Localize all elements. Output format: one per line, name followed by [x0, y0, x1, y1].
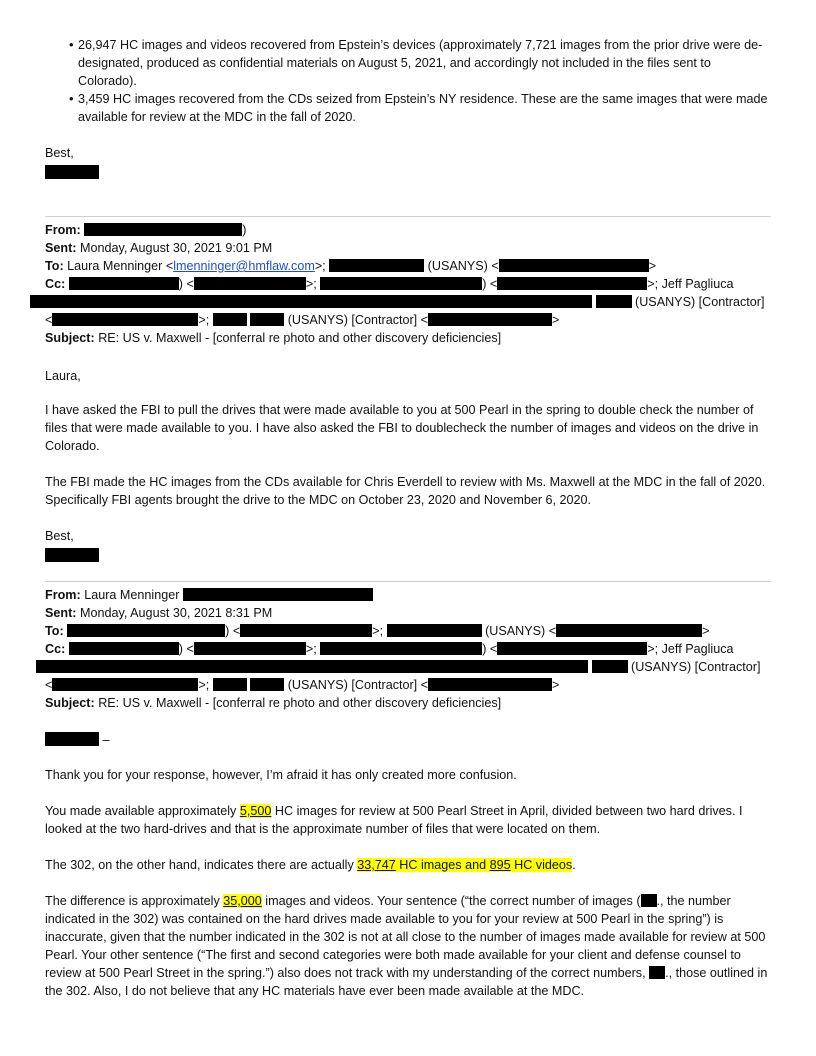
- text: The difference is approximately: [45, 894, 224, 908]
- email2-paragraph: [45, 802, 773, 838]
- text: images and videos. Your sentence (“the correct number of images (: [261, 894, 641, 908]
- email1-paragraph: The FBI made the HC images from the CDs available for Chris Everdell to review with Ms. Maxwell at the MDC in the fall of 2020. Specifically FBI agents brought the drive to the MDC on October 23, 2020 and November 6, 2020.: [45, 475, 766, 507]
- subject-value: RE: US v. Maxwell - [conferral re photo and other discovery deficiencies]: [98, 696, 502, 710]
- text: HC images and: [395, 858, 490, 872]
- highlighted-number: 35,000: [223, 894, 262, 908]
- to-label: To:: [45, 624, 64, 638]
- redacted-cc: [250, 313, 284, 326]
- redacted-recipient: [67, 624, 225, 637]
- cc-part: >; Jeff Pagliuca: [647, 642, 734, 656]
- redacted-cc: [194, 277, 306, 290]
- cc-part: >: [552, 313, 560, 327]
- redacted-email: [240, 624, 372, 637]
- email2-cc-line2: [36, 658, 760, 676]
- to-part: >;: [372, 624, 384, 638]
- subject-value: RE: US v. Maxwell - [conferral re photo and other discovery deficiencies]: [98, 331, 502, 345]
- email1-cc-line3: [45, 311, 559, 329]
- redacted-cc: [30, 295, 592, 308]
- cc-part: <: [45, 678, 53, 692]
- cc-contractor: (USANYS) [Contractor]: [631, 660, 761, 674]
- redacted-cc: [52, 313, 198, 326]
- email2-cc-line3: [45, 676, 559, 694]
- redacted-cc: [213, 313, 247, 326]
- highlighted-phrase: [357, 858, 572, 872]
- email2-to-line: [45, 622, 709, 640]
- email2-paragraph: Thank you for your response, however, I’m afraid it has only created more confusion.: [45, 768, 517, 782]
- redacted-cc: [69, 277, 179, 290]
- cc-part: ) <: [178, 277, 194, 291]
- redacted-word: [649, 966, 665, 979]
- cc-part: (USANYS) [Contractor] <: [287, 678, 429, 692]
- subject-label: Subject:: [45, 696, 95, 710]
- email1-cc-line2: [30, 293, 764, 311]
- bullet-item: • 3,459 HC images recovered from the CDs seized from Epstein’s NY residence. These are the same images that were made available for review at the MDC in the fall of 2020.: [45, 90, 773, 126]
- redacted-cc: [428, 313, 552, 326]
- cc-part: >: [552, 678, 560, 692]
- redacted-cc: [36, 660, 588, 673]
- redacted-sender: [84, 223, 242, 236]
- email2-from-line: [45, 586, 373, 604]
- bullet-list-block: [45, 36, 773, 126]
- to-end: >: [648, 259, 657, 273]
- bullet-item: • 26,947 HC images and videos recovered from Epstein’s devices (approximately 7,721 images from the prior drive were de-designated, produced as confidential materials on August 5, 2021, and accordingly not included in the files sent to Colorado).: [45, 36, 773, 90]
- redacted-word: [641, 894, 657, 907]
- email1-paragraph: I have asked the FBI to pull the drives that were made available to you at 500 Pearl in the spring to double check the number of files that were made available to you. I have also asked the FBI to doublecheck the number of images and videos on the drive in Colorado.: [45, 403, 759, 453]
- to-email-link[interactable]: lmenninger@hmflaw.com: [173, 259, 315, 273]
- email1-to-line: [45, 257, 656, 275]
- cc-contractor: (USANYS) [Contractor]: [635, 295, 765, 309]
- sent-value: Monday, August 30, 2021 8:31 PM: [79, 606, 273, 620]
- cc-part: >;: [198, 313, 210, 327]
- highlighted-number: 33,747: [357, 858, 396, 872]
- text: The 302, on the other hand, indicates there are actually: [45, 858, 358, 872]
- to-label: To:: [45, 259, 64, 273]
- cc-part: >;: [305, 277, 317, 291]
- text: ., those outlined in the 302. Also, I do not believe that any HC materials have ever been made available at the MDC.: [45, 966, 768, 998]
- email2-paragraph: [45, 856, 773, 874]
- text: HC videos: [510, 858, 573, 872]
- from-label: From:: [45, 223, 81, 237]
- redacted-recipient: [387, 624, 482, 637]
- subject-label: Subject:: [45, 331, 95, 345]
- email2-salutation: [45, 731, 110, 749]
- redacted-recipient: [329, 259, 424, 272]
- redacted-cc: [592, 660, 628, 673]
- cc-part: (USANYS) [Contractor] <: [287, 313, 429, 327]
- email-divider: [45, 581, 771, 582]
- text: ., the number indicated in the 302) was contained on the hard drives made available to you for your review at 500 Pearl in the spring”) is inaccurate, given that the number indicated in the 302 is not at all close to the number of images made available for review at 500 Pearl. Your other sentence (“The first and second categories were both made available for your client and defense counsel to review at 500 Pearl Street in the spring.”) also does not track with my understanding of the correct numbers,: [45, 894, 766, 980]
- from-suffix: ): [242, 223, 247, 237]
- redacted-signature: [45, 165, 99, 179]
- cc-part: >;: [198, 678, 210, 692]
- text: HC images for review at 500 Pearl Street in April, divided between two hard drives. I looked at the two hard-drives and that is the approximate number of files that were located on them.: [45, 804, 743, 836]
- to-org: (USANYS) <: [427, 259, 499, 273]
- redacted-cc: [52, 678, 198, 691]
- redacted-signature: [45, 548, 99, 562]
- text: .: [572, 858, 576, 872]
- cc-label: Cc:: [45, 642, 66, 656]
- redacted-cc: [69, 642, 179, 655]
- redacted-cc: [194, 642, 306, 655]
- email1-from-line: [45, 221, 246, 239]
- highlighted-number: 5,500: [239, 804, 272, 818]
- redacted-email: [556, 624, 702, 637]
- sent-label: Sent:: [45, 241, 77, 255]
- email1-sent-line: [45, 239, 272, 257]
- from-value: Laura Menninger: [84, 588, 180, 602]
- from-label: From:: [45, 588, 81, 602]
- to-name: Laura Menninger <: [67, 259, 174, 273]
- cc-part: ) <: [178, 642, 194, 656]
- sent-value: Monday, August 30, 2021 9:01 PM: [79, 241, 273, 255]
- bullet-list: [45, 36, 773, 126]
- to-part: (USANYS) <: [485, 624, 557, 638]
- email2-cc-line: [45, 640, 734, 658]
- sign-off: Best,: [45, 146, 74, 160]
- to-separator: >;: [314, 259, 326, 273]
- email1-subject-line: [45, 329, 501, 347]
- cc-part: >; Jeff Pagliuca: [647, 277, 734, 291]
- email1-sign-off: Best,: [45, 529, 74, 543]
- redacted-cc: [596, 295, 632, 308]
- cc-part: ) <: [482, 277, 498, 291]
- redacted-cc: [250, 678, 284, 691]
- cc-label: Cc:: [45, 277, 66, 291]
- to-part: >: [702, 624, 710, 638]
- cc-part: ) <: [482, 642, 498, 656]
- text: You made available approximately: [45, 804, 240, 818]
- highlighted-number: 895: [489, 858, 511, 872]
- redacted-cc: [497, 642, 647, 655]
- redacted-cc: [213, 678, 247, 691]
- to-part: ) <: [225, 624, 241, 638]
- salutation-dash: –: [102, 733, 110, 747]
- sent-label: Sent:: [45, 606, 77, 620]
- cc-part: <: [45, 313, 53, 327]
- redacted-cc: [320, 642, 482, 655]
- redacted-cc: [320, 277, 482, 290]
- email-divider: [45, 216, 771, 217]
- cc-part: >;: [305, 642, 317, 656]
- redacted-name: [45, 732, 99, 746]
- email2-paragraph: [45, 892, 773, 1000]
- email1-cc-line: [45, 275, 734, 293]
- redacted-cc: [428, 678, 552, 691]
- email1-greeting: Laura,: [45, 369, 81, 383]
- redacted-email: [499, 259, 649, 272]
- redacted-email: [183, 588, 373, 601]
- email2-sent-line: [45, 604, 272, 622]
- email2-subject-line: [45, 694, 501, 712]
- redacted-cc: [497, 277, 647, 290]
